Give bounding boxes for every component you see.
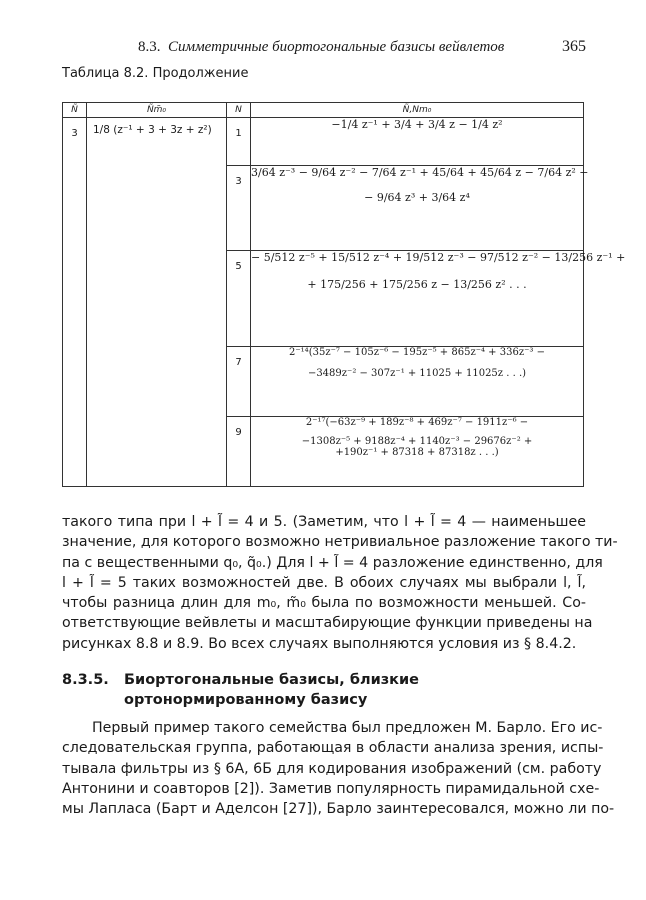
section-heading xyxy=(62,670,419,710)
text-line: чтобы разница длин для m₀, m̃₀ была по возможности меньшей. Со- xyxy=(62,595,586,612)
header-tilde-m0: Ñm̃₀ xyxy=(87,103,227,118)
section-number: 8.3.5. xyxy=(62,672,109,688)
n-value: 7 xyxy=(227,347,251,417)
text-line: значение, для которого возможно нетривиальное разложение такого ти- xyxy=(62,534,618,551)
header-section-title: Симметричные биортогональные базисы вейвлетов xyxy=(168,39,505,55)
text-line: такого типа при l + l̃ = 4 и 5. (Заметим, что l + l̃ = 4 — наименьшее xyxy=(62,514,586,530)
text-line: следовательская группа, работающая в области анализа зрения, испы- xyxy=(62,740,604,757)
header-m0: Ñ,Nm₀ xyxy=(251,103,584,118)
text-line: мы Лапласа (Барт и Аделсон [27]), Барло заинтересовался, можно ли по- xyxy=(62,801,615,818)
header-tilde-n: Ñ xyxy=(63,103,87,118)
m0-formula-n3 xyxy=(251,166,589,251)
page-number: 365 xyxy=(562,38,586,55)
formula-line: + 175/256 + 175/256 z − 13/256 z² . . . xyxy=(307,278,527,291)
paragraph-2 xyxy=(62,718,615,819)
text-line: ответствующие вейвлеты и масштабирующие функции приведены на xyxy=(62,615,593,632)
m0-formula-n7 xyxy=(251,347,584,417)
n-value: 9 xyxy=(227,417,251,487)
formula-line: −1/4 z⁻¹ + 3/4 + 3/4 z − 1/4 z² xyxy=(331,118,503,131)
n-value: 3 xyxy=(227,166,251,251)
text-line: тывала фильтры из § 6А, 6Б для кодирования изображений (см. работу xyxy=(62,760,602,777)
m0-formula-n1 xyxy=(251,118,584,166)
formula-line: 2⁻¹⁴(35z⁻⁷ − 105z⁻⁶ − 195z⁻⁵ + 865z⁻⁴ + 336z⁻³ − xyxy=(289,347,545,358)
formula-line: +190z⁻¹ + 87318 + 87318z . . .) xyxy=(335,447,499,458)
section-title-line: Биортогональные базисы, близкие xyxy=(124,672,419,688)
formula-line: − 9/64 z³ + 3/64 z⁴ xyxy=(364,191,470,204)
header-n: N xyxy=(227,103,251,118)
running-header-section xyxy=(138,36,504,58)
text-line: Первый пример такого семейства был предложен М. Барло. Его ис- xyxy=(92,720,603,736)
text-line: l + l̃ = 5 таких возможностей две. В обоих случаях мы выбрали l, l̃, xyxy=(62,574,586,591)
section-title xyxy=(124,670,419,710)
n-value: 5 xyxy=(227,251,251,347)
m0-formula-n9 xyxy=(251,417,584,487)
formula-line: − 5/512 z⁻⁵ + 15/512 z⁻⁴ + 19/512 z⁻³ − 97/512 z⁻² − 13/256 z⁻¹ + xyxy=(251,251,626,264)
running-header xyxy=(60,36,586,58)
text-line: рисунках 8.8 и 8.9. Во всех случаях выполняются условия из § 8.4.2. xyxy=(62,635,577,652)
n-value: 1 xyxy=(227,118,251,166)
m0-formula-n5 xyxy=(251,251,626,347)
tilde-n-value: 3 xyxy=(63,118,87,487)
formula-line: 2⁻¹⁷(−63z⁻⁹ + 189z⁻⁸ + 469z⁻⁷ − 1911z⁻⁶ − xyxy=(305,417,529,428)
table-row xyxy=(63,118,584,166)
text-line: па с вещественными q₀, q̃₀.) Для l + l̃ = 4 разложение единственно, для xyxy=(62,554,603,571)
table-header-row xyxy=(63,103,584,118)
paragraph-1 xyxy=(62,512,618,654)
header-section-number: 8.3. xyxy=(138,39,161,55)
section-title-line: ортонормированному базису xyxy=(124,692,368,708)
formula-line: −3489z⁻² − 307z⁻¹ + 11025 + 11025z . . .) xyxy=(307,368,527,379)
formula-line: 3/64 z⁻³ − 9/64 z⁻² − 7/64 z⁻¹ + 45/64 + 45/64 z − 7/64 z² − xyxy=(251,166,589,179)
filter-table xyxy=(62,102,626,487)
tilde-m0-formula: 1/8 (z⁻¹ + 3 + 3z + z²) xyxy=(87,118,227,487)
text-line: Антонини и соавторов [2]). Заметив популярность пирамидальной схе- xyxy=(62,780,600,797)
formula-line: −1308z⁻⁵ + 9188z⁻⁴ + 1140z⁻³ − 29676z⁻² + xyxy=(301,436,533,447)
table-caption: Таблица 8.2. Продолжение xyxy=(62,66,249,81)
